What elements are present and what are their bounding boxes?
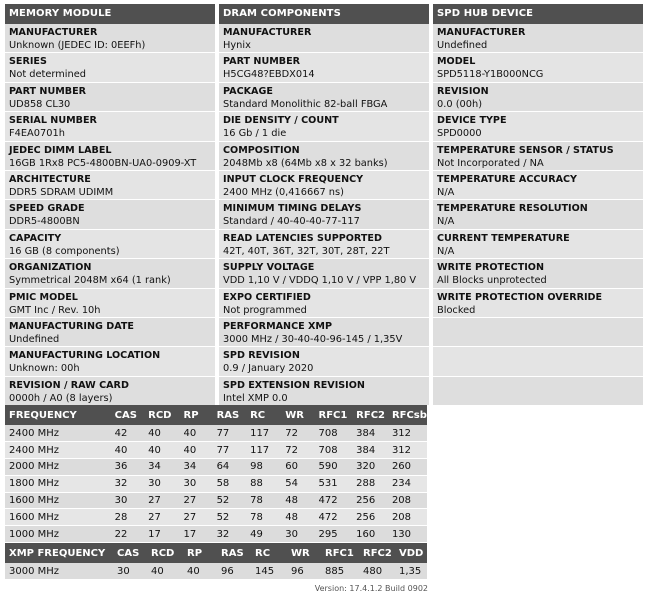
info-cell [5, 318, 215, 347]
table-cell: 78 [246, 509, 281, 526]
field-value: Blocked [437, 304, 476, 316]
info-cell [433, 347, 643, 376]
table-cell: 2400 MHz [5, 442, 111, 459]
table-cell: 590 [315, 459, 353, 476]
field-label: DEVICE TYPE [437, 115, 507, 127]
table-cell: 30 [113, 563, 147, 580]
table-cell: 34 [144, 459, 179, 476]
field-value: 16 Gb / 1 die [223, 128, 287, 140]
info-cell [219, 200, 429, 229]
info-cell [433, 53, 643, 82]
table-cell: 40 [183, 563, 217, 580]
field-value: All Blocks unprotected [437, 275, 547, 287]
info-cell [5, 377, 215, 406]
memory-module-column [5, 4, 215, 403]
field-value: DDR5 SDRAM UDIMM [9, 186, 114, 198]
field-value: Standard Monolithic 82-ball FBGA [223, 98, 388, 110]
table-cell: 208 [388, 509, 427, 526]
field-label: TEMPERATURE RESOLUTION [437, 203, 588, 215]
field-value: DDR5-4800BN [9, 216, 80, 228]
column-header: RFC1 [315, 405, 353, 425]
info-cell [433, 142, 643, 171]
field-label: DIE DENSITY / COUNT [223, 115, 339, 127]
info-cell [433, 112, 643, 141]
spd-hub-header: SPD HUB DEVICE [433, 4, 643, 24]
version-label: Version: 17.4.1.2 Build 0902 [314, 584, 428, 593]
table-cell: 130 [388, 526, 427, 543]
field-label: MANUFACTURING DATE [9, 320, 134, 332]
table-cell: 30 [180, 475, 213, 492]
info-cell [5, 347, 215, 376]
table-cell: 256 [352, 509, 388, 526]
table-cell: 234 [388, 475, 427, 492]
column-header: RP [183, 543, 217, 563]
table-cell: 885 [321, 563, 359, 580]
table-cell: 30 [144, 475, 179, 492]
field-value: H5CG48?EBDX014 [223, 69, 315, 81]
table-cell: 384 [352, 442, 388, 459]
column-header: RC [246, 405, 281, 425]
table-cell: 98 [246, 459, 281, 476]
column-header: RC [251, 543, 287, 563]
field-value: Unknown: 00h [9, 363, 80, 375]
field-value: N/A [437, 186, 455, 198]
info-cell [5, 112, 215, 141]
field-value: VDD 1,10 V / VDDQ 1,10 V / VPP 1,80 V [223, 275, 417, 287]
column-header: RFC1 [321, 543, 359, 563]
table-cell: 312 [388, 442, 427, 459]
table-cell: 52 [213, 509, 247, 526]
info-cell [5, 53, 215, 82]
field-label: REVISION [437, 85, 489, 97]
column-header: RFC2 [352, 405, 388, 425]
info-cell [219, 289, 429, 318]
table-cell: 531 [315, 475, 353, 492]
column-header: RAS [217, 543, 251, 563]
table-cell: 42 [111, 425, 144, 442]
field-value: Hynix [223, 40, 251, 51]
field-label: MANUFACTURING LOCATION [9, 350, 161, 362]
table-cell: 40 [147, 563, 183, 580]
xmp-timing-table [5, 543, 427, 580]
table-row [5, 425, 427, 442]
field-label: ORGANIZATION [9, 262, 92, 274]
table-cell: 22 [111, 526, 144, 543]
table-cell: 1000 MHz [5, 526, 111, 543]
column-header: XMP FREQUENCY [5, 543, 113, 563]
table-cell: 40 [111, 442, 144, 459]
table-cell: 3000 MHz [5, 563, 113, 580]
spd-info-panel [5, 4, 643, 403]
info-cell [5, 259, 215, 288]
field-label: SPD REVISION [223, 350, 300, 362]
field-value: 16GB 1Rx8 PC5-4800BN-UA0-0909-XT [9, 157, 197, 169]
table-cell: 40 [180, 442, 213, 459]
table-cell: 27 [180, 509, 213, 526]
info-cell [433, 171, 643, 200]
table-cell: 17 [180, 526, 213, 543]
table-cell: 48 [281, 492, 314, 509]
field-label: CAPACITY [9, 232, 62, 244]
field-value: Not Incorporated / NA [437, 157, 544, 169]
table-cell: 160 [352, 526, 388, 543]
field-label: CURRENT TEMPERATURE [437, 232, 570, 244]
table-cell: 145 [251, 563, 287, 580]
table-cell: 288 [352, 475, 388, 492]
field-label: READ LATENCIES SUPPORTED [223, 232, 382, 244]
field-value: 0.0 (00h) [437, 98, 483, 110]
field-label: SERIES [9, 56, 47, 68]
info-cell [433, 259, 643, 288]
column-header: RFC2 [359, 543, 395, 563]
column-header: WR [281, 405, 314, 425]
info-cell [433, 377, 643, 406]
field-label: MANUFACTURER [9, 27, 98, 38]
field-value: N/A [437, 216, 455, 228]
table-cell: 320 [352, 459, 388, 476]
info-cell [433, 289, 643, 318]
table-cell: 708 [315, 425, 353, 442]
info-cell [219, 53, 429, 82]
column-header: CAS [111, 405, 144, 425]
table-cell: 208 [388, 492, 427, 509]
frequency-timing-table [5, 405, 427, 543]
field-value: Not determined [9, 69, 86, 81]
field-label: MINIMUM TIMING DELAYS [223, 203, 362, 215]
dram-components-header: DRAM COMPONENTS [219, 4, 429, 24]
table-cell: 96 [217, 563, 251, 580]
info-cell [5, 24, 215, 53]
column-header: FREQUENCY [5, 405, 111, 425]
field-value: Undefined [437, 40, 488, 51]
info-cell [433, 318, 643, 347]
table-cell: 88 [246, 475, 281, 492]
table-row [5, 459, 427, 476]
info-cell [433, 230, 643, 259]
field-value: 2400 MHz (0,416667 ns) [223, 186, 344, 198]
column-header: RCD [147, 543, 183, 563]
table-cell: 30 [111, 492, 144, 509]
field-value: Standard / 40-40-40-77-117 [223, 216, 360, 228]
table-row [5, 563, 427, 580]
field-label: PERFORMANCE XMP [223, 320, 332, 332]
field-label: ARCHITECTURE [9, 173, 91, 185]
field-label: SUPPLY VOLTAGE [223, 262, 315, 274]
table-cell: 117 [246, 425, 281, 442]
field-value: 16 GB (8 components) [9, 245, 120, 257]
field-label: EXPO CERTIFIED [223, 291, 311, 303]
table-cell: 77 [213, 442, 247, 459]
column-header: WR [287, 543, 321, 563]
dram-components-column [219, 4, 429, 403]
table-row [5, 526, 427, 543]
table-cell: 77 [213, 425, 247, 442]
table-cell: 480 [359, 563, 395, 580]
table-cell: 117 [246, 442, 281, 459]
table-cell: 28 [111, 509, 144, 526]
field-label: SERIAL NUMBER [9, 115, 97, 127]
table-cell: 27 [180, 492, 213, 509]
field-label: MODEL [437, 56, 476, 68]
field-value: UD858 CL30 [9, 98, 71, 110]
table-cell: 472 [315, 492, 353, 509]
table-cell: 2000 MHz [5, 459, 111, 476]
info-cell [219, 24, 429, 53]
field-value: 0.9 / January 2020 [223, 363, 314, 375]
field-label: MANUFACTURER [223, 27, 312, 38]
field-value: Symmetrical 2048M x64 (1 rank) [9, 275, 171, 287]
spd-hub-column [433, 4, 643, 403]
field-label: COMPOSITION [223, 144, 300, 156]
table-cell: 472 [315, 509, 353, 526]
table-header-row [5, 543, 427, 563]
table-cell: 40 [144, 442, 179, 459]
info-cell [219, 259, 429, 288]
table-cell: 49 [246, 526, 281, 543]
field-value: Undefined [9, 333, 60, 345]
table-cell: 40 [144, 425, 179, 442]
table-cell: 40 [180, 425, 213, 442]
info-cell [219, 318, 429, 347]
field-label: PMIC MODEL [9, 291, 78, 303]
info-cell [219, 347, 429, 376]
field-label: INPUT CLOCK FREQUENCY [223, 173, 364, 185]
table-cell: 260 [388, 459, 427, 476]
info-cell [5, 171, 215, 200]
table-cell: 36 [111, 459, 144, 476]
table-cell: 1600 MHz [5, 492, 111, 509]
column-header: CAS [113, 543, 147, 563]
field-value: Intel XMP 0.0 [223, 392, 288, 404]
table-cell: 708 [315, 442, 353, 459]
info-cell [219, 171, 429, 200]
column-header: RAS [213, 405, 247, 425]
info-cell [219, 142, 429, 171]
column-header: RCD [144, 405, 179, 425]
info-cell [5, 289, 215, 318]
field-value: F4EA0701h [9, 128, 65, 140]
info-cell [219, 377, 429, 406]
field-label: JEDEC DIMM LABEL [9, 144, 112, 156]
field-label: MANUFACTURER [437, 27, 526, 38]
field-value: N/A [437, 245, 455, 257]
table-cell: 52 [213, 492, 247, 509]
field-value: Not programmed [223, 304, 307, 316]
table-cell: 1600 MHz [5, 509, 111, 526]
field-label: SPEED GRADE [9, 203, 85, 215]
table-cell: 295 [315, 526, 353, 543]
table-cell: 72 [281, 425, 314, 442]
table-cell: 17 [144, 526, 179, 543]
info-cell [219, 112, 429, 141]
field-label: SPD EXTENSION REVISION [223, 379, 365, 391]
table-cell: 27 [144, 509, 179, 526]
table-row [5, 509, 427, 526]
table-cell: 54 [281, 475, 314, 492]
info-cell [433, 83, 643, 112]
table-cell: 384 [352, 425, 388, 442]
info-cell [219, 230, 429, 259]
field-value: 0000h / A0 (8 layers) [9, 392, 113, 404]
table-cell: 72 [281, 442, 314, 459]
table-cell: 30 [281, 526, 314, 543]
table-cell: 60 [281, 459, 314, 476]
table-cell: 78 [246, 492, 281, 509]
field-value: 42T, 40T, 36T, 32T, 30T, 28T, 22T [223, 245, 390, 257]
field-label: WRITE PROTECTION [437, 262, 544, 274]
memory-module-header: MEMORY MODULE [5, 4, 215, 24]
column-header: RP [180, 405, 213, 425]
field-label: WRITE PROTECTION OVERRIDE [437, 291, 603, 303]
table-cell: 312 [388, 425, 427, 442]
table-cell: 256 [352, 492, 388, 509]
field-label: PART NUMBER [9, 85, 87, 97]
column-header: VDD [395, 543, 427, 563]
field-value: 3000 MHz / 30-40-40-96-145 / 1,35V [223, 333, 403, 345]
info-cell [5, 83, 215, 112]
info-cell [433, 24, 643, 53]
table-cell: 1800 MHz [5, 475, 111, 492]
table-cell: 64 [213, 459, 247, 476]
table-cell: 27 [144, 492, 179, 509]
info-cell [5, 142, 215, 171]
info-cell [5, 200, 215, 229]
field-label: PART NUMBER [223, 56, 301, 68]
field-value: 2048Mb x8 (64Mb x8 x 32 banks) [223, 157, 388, 169]
table-row [5, 492, 427, 509]
field-value: GMT Inc / Rev. 10h [9, 304, 101, 316]
field-label: REVISION / RAW CARD [9, 379, 129, 391]
table-cell: 32 [111, 475, 144, 492]
field-label: TEMPERATURE SENSOR / STATUS [437, 144, 614, 156]
field-label: TEMPERATURE ACCURACY [437, 173, 578, 185]
table-row [5, 475, 427, 492]
table-cell: 1,35 [395, 563, 427, 580]
field-label: PACKAGE [223, 85, 273, 97]
column-header: RFCsb [388, 405, 427, 425]
info-cell [433, 200, 643, 229]
table-cell: 96 [287, 563, 321, 580]
field-value: SPD0000 [437, 128, 482, 140]
field-value: Unknown (JEDEC ID: 0EEFh) [9, 40, 146, 51]
field-value: SPD5118-Y1B000NCG [437, 69, 544, 81]
table-cell: 48 [281, 509, 314, 526]
info-cell [219, 83, 429, 112]
table-cell: 32 [213, 526, 247, 543]
table-cell: 2400 MHz [5, 425, 111, 442]
info-cell [5, 230, 215, 259]
table-cell: 34 [180, 459, 213, 476]
table-row [5, 442, 427, 459]
table-header-row [5, 405, 427, 425]
table-cell: 58 [213, 475, 247, 492]
